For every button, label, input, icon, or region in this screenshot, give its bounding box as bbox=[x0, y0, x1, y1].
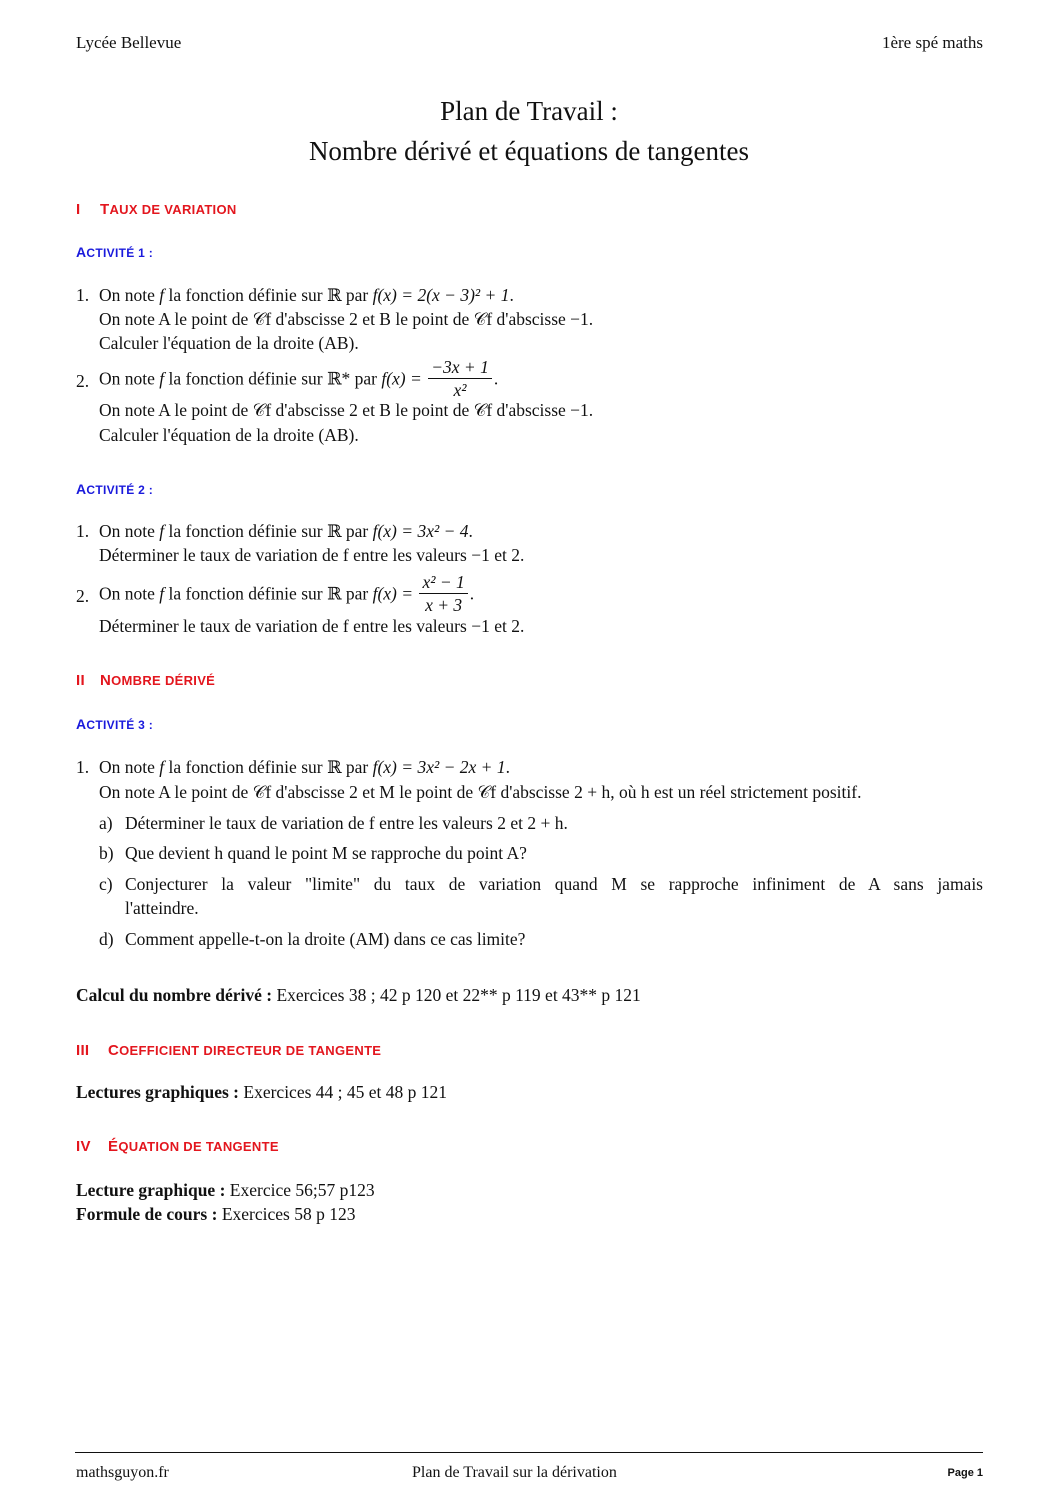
item-line: On note f la fonction définie sur ℝ par f(x) = 3x² − 4. bbox=[99, 521, 473, 541]
header-school: Lycée Bellevue bbox=[76, 33, 182, 52]
subitem-text-cont: l'atteindre. bbox=[125, 898, 199, 918]
exercise-note: Formule de cours : Exercices 58 p 123 bbox=[76, 1204, 356, 1224]
formula-fraction: $\frac{\text{x² − 1}}{x + 3}$ bbox=[419, 571, 467, 616]
item-number: 2. bbox=[76, 371, 90, 391]
item-line: On note f la fonction définie sur ℝ par f(x) = 3x² − 2x + 1. bbox=[99, 757, 510, 777]
item-line: Déterminer le taux de variation de f entre les valeurs −1 et 2. bbox=[99, 616, 525, 636]
item-line: Déterminer le taux de variation de f entre les valeurs −1 et 2. bbox=[99, 545, 525, 565]
item-number: 1. bbox=[76, 757, 90, 777]
activity-heading-2: ACTIVITÉ 2 : bbox=[76, 481, 154, 497]
item-line: Calculer l'équation de la droite (AB). bbox=[99, 333, 359, 353]
subitem-text: Conjecturer la valeur "limite" du taux de variation quand M se rapproche infiniment de A sans jamais bbox=[125, 874, 983, 894]
section-number: I bbox=[76, 201, 81, 218]
subitem-text: Comment appelle-t-on la droite (AM) dans ce cas limite? bbox=[125, 929, 526, 949]
section-heading-1: I TAUX DE VARIATION bbox=[76, 201, 237, 218]
section-heading-3: III COEFFICIENT DIRECTEUR DE TANGENTE bbox=[76, 1042, 382, 1059]
subitem-text: Déterminer le taux de variation de f entre les valeurs 2 et 2 + h. bbox=[125, 813, 568, 833]
exercise-note: Calcul du nombre dérivé : Exercices 38 ; 42 p 120 et 22** p 119 et 43** p 121 bbox=[76, 985, 641, 1005]
activity-heading-1: ACTIVITÉ 1 : bbox=[76, 244, 154, 260]
exercise-note: Lectures graphiques : Exercices 44 ; 45 et 48 p 121 bbox=[76, 1082, 448, 1102]
page-title-line2: Nombre dérivé et équations de tangentes bbox=[308, 136, 750, 166]
item-number: 1. bbox=[76, 521, 90, 541]
item-line: Calculer l'équation de la droite (AB). bbox=[99, 425, 359, 445]
item-line: On note f la fonction définie sur ℝ par f(x) = 2(x − 3)² + 1. bbox=[99, 285, 514, 305]
subitem-label: d) bbox=[99, 929, 114, 949]
item-line: On note f la fonction définie sur ℝ* par f(x) = $\frac{-3x + 1}{\text{x²}}$ . bbox=[99, 357, 499, 400]
item-line: On note f la fonction définie sur ℝ par f(x) = $\frac{\text{x² − 1}}{x + 3}$ . bbox=[99, 572, 475, 615]
formula-fraction: $\frac{-3x + 1}{\text{x²}}$ bbox=[428, 356, 492, 401]
subitem-text: Que devient h quand le point M se rapproche du point A? bbox=[125, 843, 527, 863]
subitem-label: c) bbox=[99, 874, 113, 894]
footer-site: mathsguyon.fr bbox=[76, 1464, 169, 1481]
section-heading-4: IV ÉQUATION DE TANGENTE bbox=[76, 1138, 279, 1155]
item-line: On note A le point de 𝒞f d'abscisse 2 et B le point de 𝒞f d'abscisse −1. bbox=[99, 309, 594, 329]
footer-doc-title: Plan de Travail sur la dérivation bbox=[412, 1464, 617, 1481]
page-title-line1: Plan de Travail : bbox=[440, 96, 618, 126]
item-number: 1. bbox=[76, 285, 90, 305]
activity-heading-3: ACTIVITÉ 3 : bbox=[76, 716, 154, 732]
formula: f(x) = 3x² − 4 bbox=[372, 521, 469, 541]
exercise-note: Lecture graphique : Exercice 56;57 p123 bbox=[76, 1180, 375, 1200]
section-heading-2: II NOMBRE DÉRIVÉ bbox=[76, 672, 216, 689]
subitem-label: b) bbox=[99, 843, 114, 863]
footer-page-number: Page 1 bbox=[947, 1467, 983, 1479]
formula: f(x) = 2(x − 3)² + 1 bbox=[372, 285, 510, 305]
footer-divider bbox=[75, 1452, 983, 1453]
header-class: 1ère spé maths bbox=[881, 33, 983, 52]
formula: f(x) = 3x² − 2x + 1 bbox=[372, 757, 506, 777]
item-line: On note A le point de 𝒞f d'abscisse 2 et B le point de 𝒞f d'abscisse −1. bbox=[99, 400, 594, 420]
item-line: On note A le point de 𝒞f d'abscisse 2 et M le point de 𝒞f d'abscisse 2 + h, où h est un réel strictement positif. bbox=[99, 782, 862, 802]
subitem-label: a) bbox=[99, 813, 113, 833]
item-number: 2. bbox=[76, 586, 90, 606]
